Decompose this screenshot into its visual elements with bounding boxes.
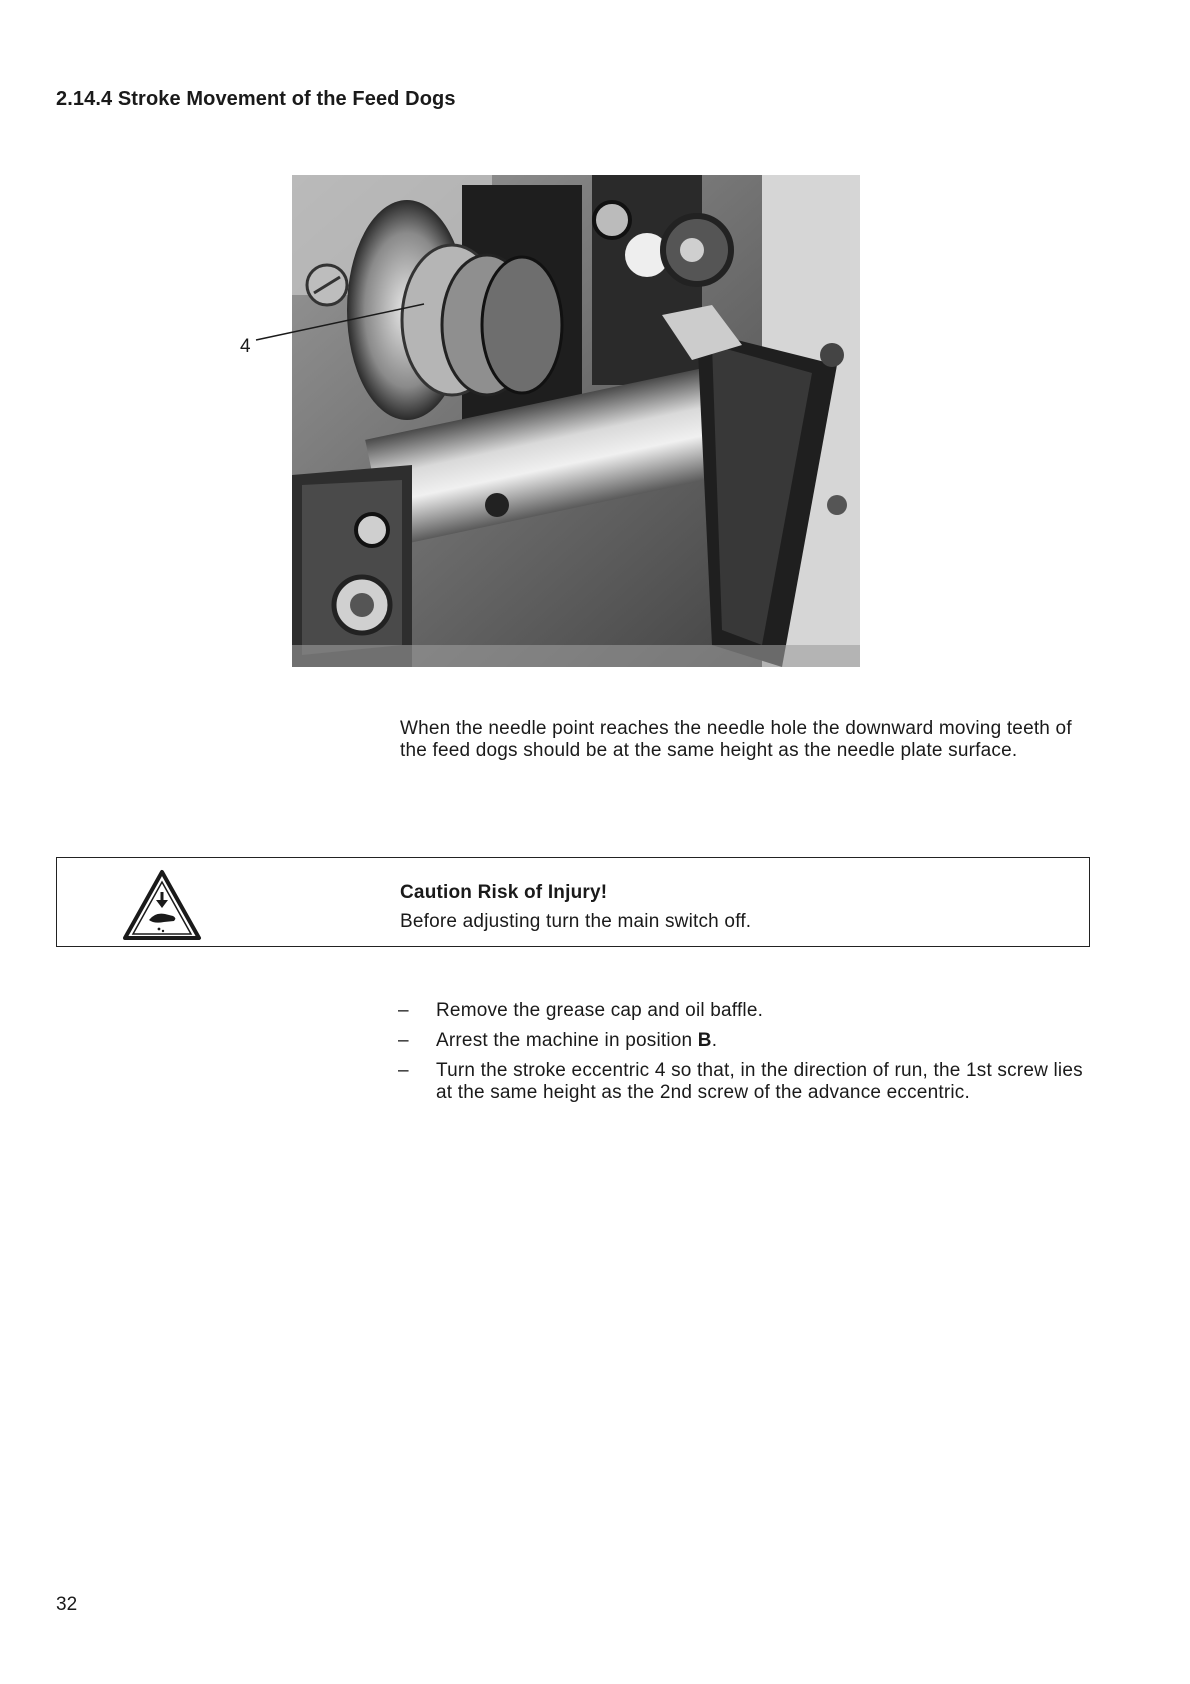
callout-label-4: 4: [240, 336, 251, 357]
dash-bullet: –: [398, 1000, 409, 1021]
caution-box: [56, 857, 1090, 947]
step-text: Arrest the machine in position: [436, 1030, 698, 1051]
position-label: B: [697, 1030, 712, 1051]
warning-hand-triangle-icon: [121, 868, 203, 942]
dash-bullet: –: [398, 1030, 409, 1051]
list-item: [398, 1060, 1088, 1104]
dash-bullet: –: [398, 1060, 409, 1081]
list-item: [398, 1000, 1088, 1022]
caution-text: Before adjusting turn the main switch off.: [400, 911, 752, 932]
intro-paragraph: When the needle point reaches the needle hole the downward moving teeth of the feed dogs should be at the same height as the needle plate surface.: [400, 718, 1072, 761]
machine-photo-illustration: [292, 175, 860, 667]
list-item: [398, 1030, 1088, 1052]
step-text: Turn the stroke eccentric 4 so that, in the direction of run, the 1st screw lies at the same height as the 2nd screw of the advance eccentric.: [436, 1060, 1083, 1103]
callout-leader-line: [254, 300, 454, 350]
page-number: 32: [56, 1594, 78, 1615]
instruction-steps: [398, 1000, 1088, 1112]
section-title: 2.14.4 Stroke Movement of the Feed Dogs: [56, 88, 456, 110]
step-text-end: .: [711, 1030, 718, 1051]
caution-title: Caution Risk of Injury!: [400, 882, 608, 903]
step-text: Remove the grease cap and oil baffle.: [436, 1000, 764, 1021]
machine-photo: [292, 175, 860, 667]
